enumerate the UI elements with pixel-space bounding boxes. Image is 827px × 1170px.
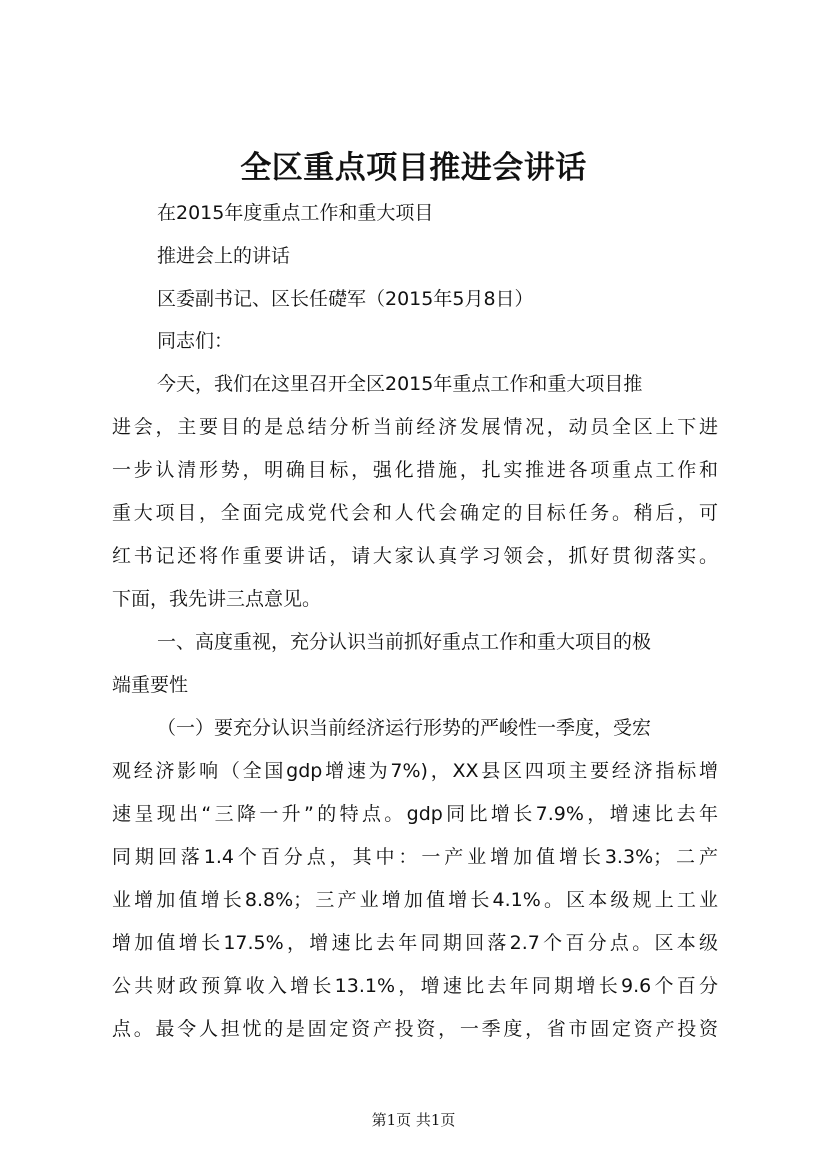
paragraph-line: 今天，我们在这里召开全区2015年重点工作和重大项目推: [157, 373, 643, 395]
paragraph-line: 公共财政预算收入增长13.1%，增速比去年同期增长9.6个百分: [112, 975, 718, 997]
paragraph-line: 重大项目，全面完成党代会和人代会确定的目标任务。稍后，可: [112, 502, 718, 524]
salutation: 同志们：: [157, 330, 234, 352]
paragraph-line: 一步认清形势，明确目标，强化措施，扎实推进各项重点工作和: [112, 459, 718, 481]
subtitle-line-2: 推进会上的讲话: [157, 245, 291, 267]
paragraph-line: 业增加值增长8.8%；三产业增加值增长4.1%。区本级规上工业: [112, 889, 718, 911]
document-title: 全区重点项目推进会讲话: [240, 150, 587, 186]
paragraph-line: （一）要充分认识当前经济运行形势的严峻性一季度，受宏: [157, 717, 652, 739]
paragraph-line: 进会，主要目的是总结分析当前经济发展情况，动员全区上下进: [112, 416, 718, 438]
paragraph-line: 速呈现出“三降一升”的特点。gdp同比增长7.9%，增速比去年: [112, 803, 718, 825]
section-heading-line: 端重要性: [112, 674, 189, 696]
subtitle-line-1: 在2015年度重点工作和重大项目: [157, 202, 434, 224]
paragraph-line: 观经济影响（全国gdp增速为7%)，XX县区四项主要经济指标增: [112, 760, 718, 782]
paragraph-line: 点。最令人担忧的是固定资产投资，一季度，省市固定资产投资: [112, 1018, 718, 1040]
paragraph-line: 增加值增长17.5%，增速比去年同期回落2.7个百分点。区本级: [112, 932, 718, 954]
speaker-line: 区委副书记、区长任礎军（2015年5月8日）: [157, 288, 534, 310]
page-number: 第1页 共1页: [371, 1111, 456, 1129]
paragraph-line: 红书记还将作重要讲话，请大家认真学习领会，抓好贯彻落实。: [112, 545, 718, 567]
paragraph-line: 同期回落1.4个百分点，其中：一产业增加值增长3.3%；二产: [112, 846, 718, 868]
section-heading-line: 一、高度重视，充分认识当前抓好重点工作和重大项目的极: [157, 631, 652, 653]
paragraph-line: 下面，我先讲三点意见。: [112, 588, 322, 610]
